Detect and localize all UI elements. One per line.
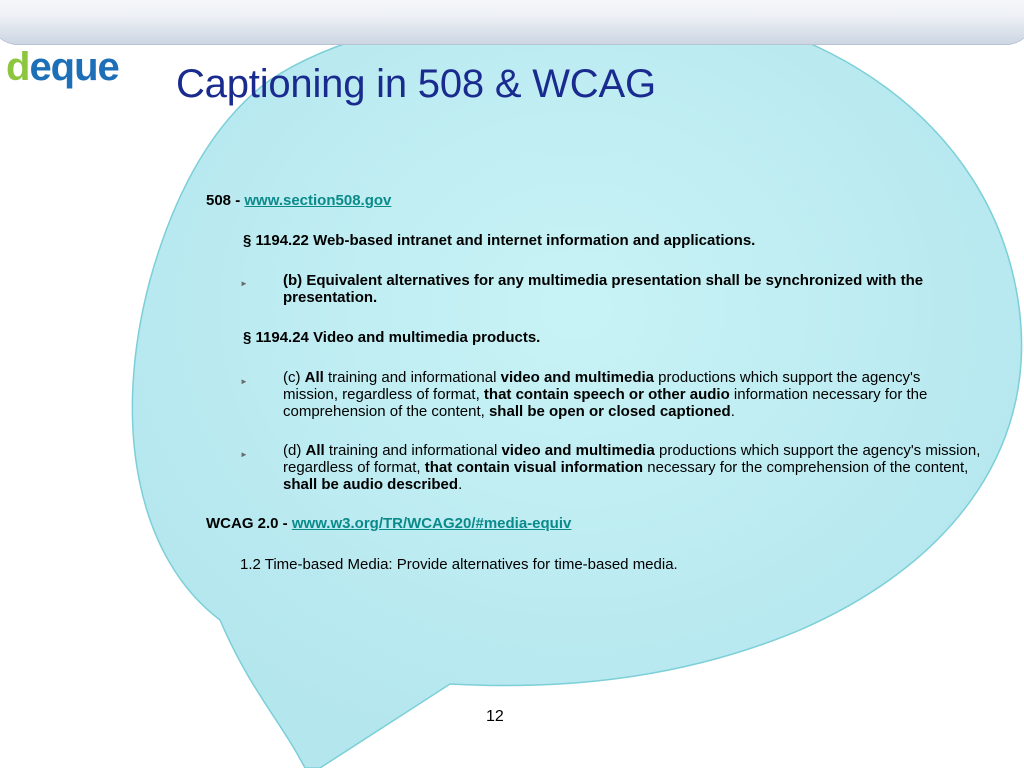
wcag-line: [206, 515, 571, 532]
section-508-label: 508 -: [206, 192, 241, 209]
slide-title: Captioning in 508 & WCAG: [176, 62, 656, 106]
page-number: 12: [486, 708, 504, 725]
section508-link[interactable]: www.section508.gov: [244, 192, 392, 209]
item-d: (d) All training and informational video and multimedia productions which support the agency's mission, regardless of format, that contain visual information necessary for the comprehension of the content, shall be audio described.: [283, 442, 981, 493]
section-1194-22-heading: § 1194.22 Web-based intranet and internet information and applications.: [243, 232, 756, 249]
deque-logo: [6, 44, 142, 100]
svg-text:deque: deque: [6, 45, 119, 89]
bullet-arrow-icon: ►: [240, 377, 248, 386]
section-1194-24-heading: § 1194.24 Video and multimedia products.: [243, 329, 541, 346]
top-bar: [0, 0, 1024, 45]
wcag-link[interactable]: www.w3.org/TR/WCAG20/#media-equiv: [291, 515, 572, 532]
wcag-label: WCAG 2.0 -: [206, 515, 288, 532]
item-c: (c) All training and informational video and multimedia productions which support the agency's mission, regardless of format, that contain speech or other audio information necessary for the comprehension of the content, shall be open or closed captioned.: [283, 369, 928, 420]
wcag-time-based-media: 1.2 Time-based Media: Provide alternatives for time-based media.: [240, 556, 678, 573]
section-508-line: [206, 192, 391, 209]
bullet-arrow-icon: ►: [240, 450, 248, 459]
bullet-arrow-icon: ►: [240, 279, 248, 288]
item-b: (b) Equivalent alternatives for any multimedia presentation shall be synchronized with the presentation.: [283, 272, 924, 306]
